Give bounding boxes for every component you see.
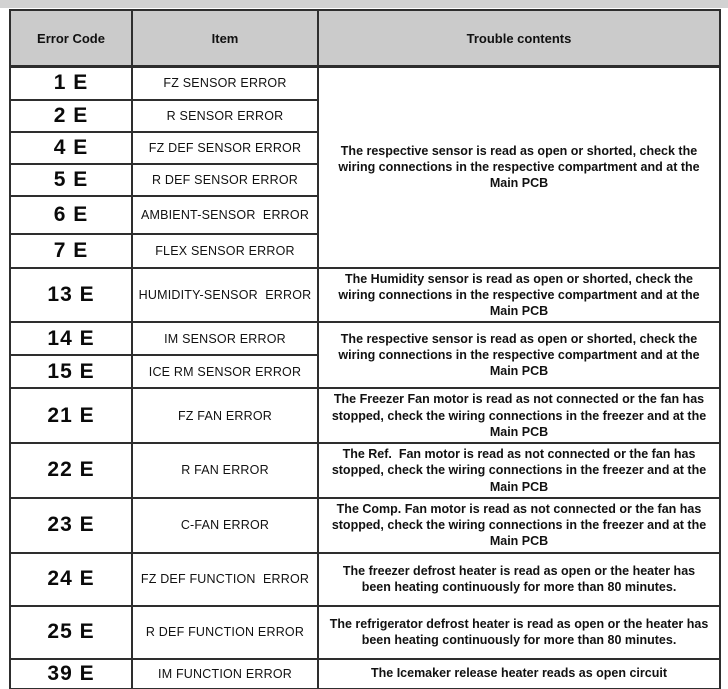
item-cell: FZ FAN ERROR (132, 388, 318, 443)
item-cell: R FAN ERROR (132, 443, 318, 498)
trouble-cell: The Icemaker release heater reads as open circuit (318, 659, 720, 689)
error-code-cell: 15 E (10, 355, 132, 388)
table-row (10, 67, 720, 100)
table-row (10, 443, 720, 498)
item-cell: C-FAN ERROR (132, 498, 318, 553)
error-code-cell: 1 E (10, 67, 132, 100)
table-row (10, 553, 720, 606)
error-code-cell: 2 E (10, 100, 132, 132)
table-row (10, 322, 720, 355)
error-code-cell: 25 E (10, 606, 132, 659)
header-trouble-contents: Trouble contents (318, 10, 720, 67)
error-code-cell: 7 E (10, 234, 132, 268)
header-error-code: Error Code (10, 10, 132, 67)
table-row (10, 498, 720, 553)
item-cell: AMBIENT-SENSOR ERROR (132, 196, 318, 234)
item-cell: FZ DEF FUNCTION ERROR (132, 553, 318, 606)
item-cell: FLEX SENSOR ERROR (132, 234, 318, 268)
trouble-cell: The Comp. Fan motor is read as not connected or the fan has stopped, check the wiring connections in the freezer and at the Main PCB (318, 498, 720, 553)
item-cell: R SENSOR ERROR (132, 100, 318, 132)
trouble-cell: The refrigerator defrost heater is read as open or the heater has been heating continuously for more than 80 minutes. (318, 606, 720, 659)
table-header-row (10, 10, 720, 67)
item-cell: IM FUNCTION ERROR (132, 659, 318, 689)
trouble-cell: The Humidity sensor is read as open or shorted, check the wiring connections in the respective compartment and at the Main PCB (318, 268, 720, 323)
trouble-cell: The freezer defrost heater is read as open or the heater has been heating continuously for more than 80 minutes. (318, 553, 720, 606)
table-row (10, 388, 720, 443)
trouble-cell: The respective sensor is read as open or shorted, check the wiring connections in the respective compartment and at the Main PCB (318, 322, 720, 388)
table-row (10, 659, 720, 689)
trouble-cell: The Freezer Fan motor is read as not connected or the fan has stopped, check the wiring connections in the freezer and at the Main PCB (318, 388, 720, 443)
error-code-cell: 22 E (10, 443, 132, 498)
error-code-cell: 13 E (10, 268, 132, 323)
trouble-cell: The respective sensor is read as open or shorted, check the wiring connections in the respective compartment and at the Main PCB (318, 67, 720, 268)
item-cell: HUMIDITY-SENSOR ERROR (132, 268, 318, 323)
error-code-cell: 5 E (10, 164, 132, 196)
error-code-cell: 39 E (10, 659, 132, 689)
error-code-cell: 21 E (10, 388, 132, 443)
page-top-edge (0, 0, 728, 8)
table-row (10, 606, 720, 659)
error-code-cell: 6 E (10, 196, 132, 234)
error-code-cell: 14 E (10, 322, 132, 355)
table-row (10, 268, 720, 323)
error-code-table (9, 9, 721, 689)
error-code-cell: 4 E (10, 132, 132, 164)
trouble-cell: The Ref. Fan motor is read as not connected or the fan has stopped, check the wiring connections in the freezer and at the Main PCB (318, 443, 720, 498)
item-cell: FZ DEF SENSOR ERROR (132, 132, 318, 164)
item-cell: FZ SENSOR ERROR (132, 67, 318, 100)
item-cell: R DEF FUNCTION ERROR (132, 606, 318, 659)
item-cell: R DEF SENSOR ERROR (132, 164, 318, 196)
error-code-cell: 24 E (10, 553, 132, 606)
item-cell: ICE RM SENSOR ERROR (132, 355, 318, 388)
error-code-cell: 23 E (10, 498, 132, 553)
header-item: Item (132, 10, 318, 67)
item-cell: IM SENSOR ERROR (132, 322, 318, 355)
